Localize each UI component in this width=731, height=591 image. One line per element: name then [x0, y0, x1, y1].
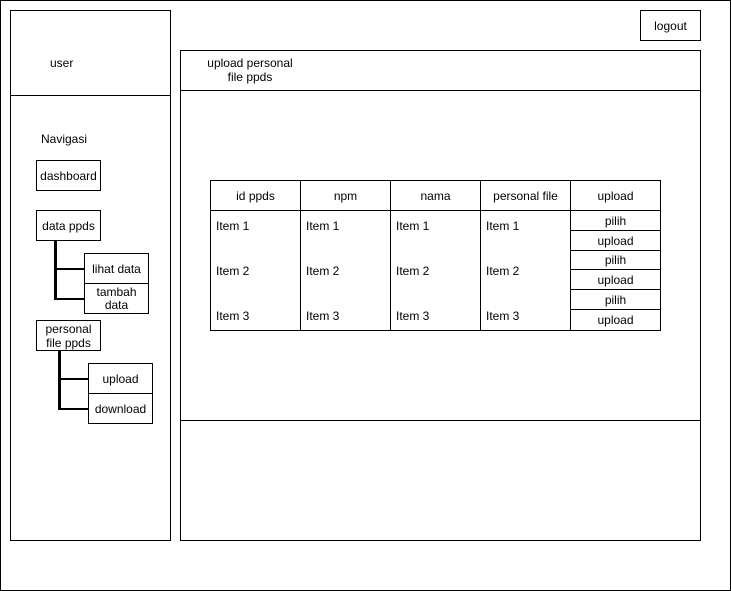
table-cell: Item 2: [486, 264, 520, 278]
table-cell: Item 3: [396, 309, 430, 323]
nav-data-ppds[interactable]: data ppds: [36, 210, 101, 241]
nav-dashboard[interactable]: dashboard: [36, 160, 101, 191]
tree-line: [54, 298, 84, 300]
table-cell: Item 1: [216, 219, 250, 233]
tree-line: [54, 268, 84, 270]
column-header: id ppds: [210, 180, 301, 211]
footer-divider: [180, 420, 701, 421]
upload-button[interactable]: upload: [570, 230, 661, 251]
upload-button[interactable]: upload: [570, 309, 661, 331]
table-cell: Item 3: [306, 309, 340, 323]
table-cell: Item 1: [486, 219, 520, 233]
sidebar-divider: [10, 95, 171, 96]
nav-lihat-data[interactable]: lihat data: [84, 253, 149, 284]
logout-button[interactable]: logout: [640, 10, 701, 41]
column-header: personal file: [480, 180, 571, 211]
tree-line: [58, 350, 61, 410]
user-label: user: [50, 56, 74, 70]
nav-personal-file[interactable]: personal file ppds: [36, 320, 101, 351]
nav-tambah-data[interactable]: tambah data: [84, 283, 149, 314]
table-cell: Item 1: [396, 219, 430, 233]
tree-line: [58, 408, 88, 410]
data-table: [210, 180, 661, 331]
column-header: upload: [570, 180, 661, 211]
nav-upload[interactable]: upload: [88, 363, 153, 394]
title-divider: [180, 90, 701, 91]
column-header: npm: [300, 180, 391, 211]
nav-heading: Navigasi: [41, 132, 88, 146]
table-cell: Item 2: [306, 264, 340, 278]
table-cell: Item 2: [216, 264, 250, 278]
choose-file-button[interactable]: pilih: [570, 250, 661, 270]
nav-download[interactable]: download: [88, 393, 153, 424]
tree-line: [58, 378, 88, 380]
choose-file-button[interactable]: pilih: [570, 289, 661, 310]
tree-line: [54, 240, 57, 300]
column-header: nama: [390, 180, 481, 211]
page-title: upload personal file ppds: [207, 56, 293, 84]
choose-file-button[interactable]: pilih: [570, 210, 661, 231]
upload-button[interactable]: upload: [570, 269, 661, 290]
table-cell: Item 3: [486, 309, 520, 323]
table-cell: Item 3: [216, 309, 250, 323]
table-cell: Item 1: [306, 219, 340, 233]
table-cell: Item 2: [396, 264, 430, 278]
